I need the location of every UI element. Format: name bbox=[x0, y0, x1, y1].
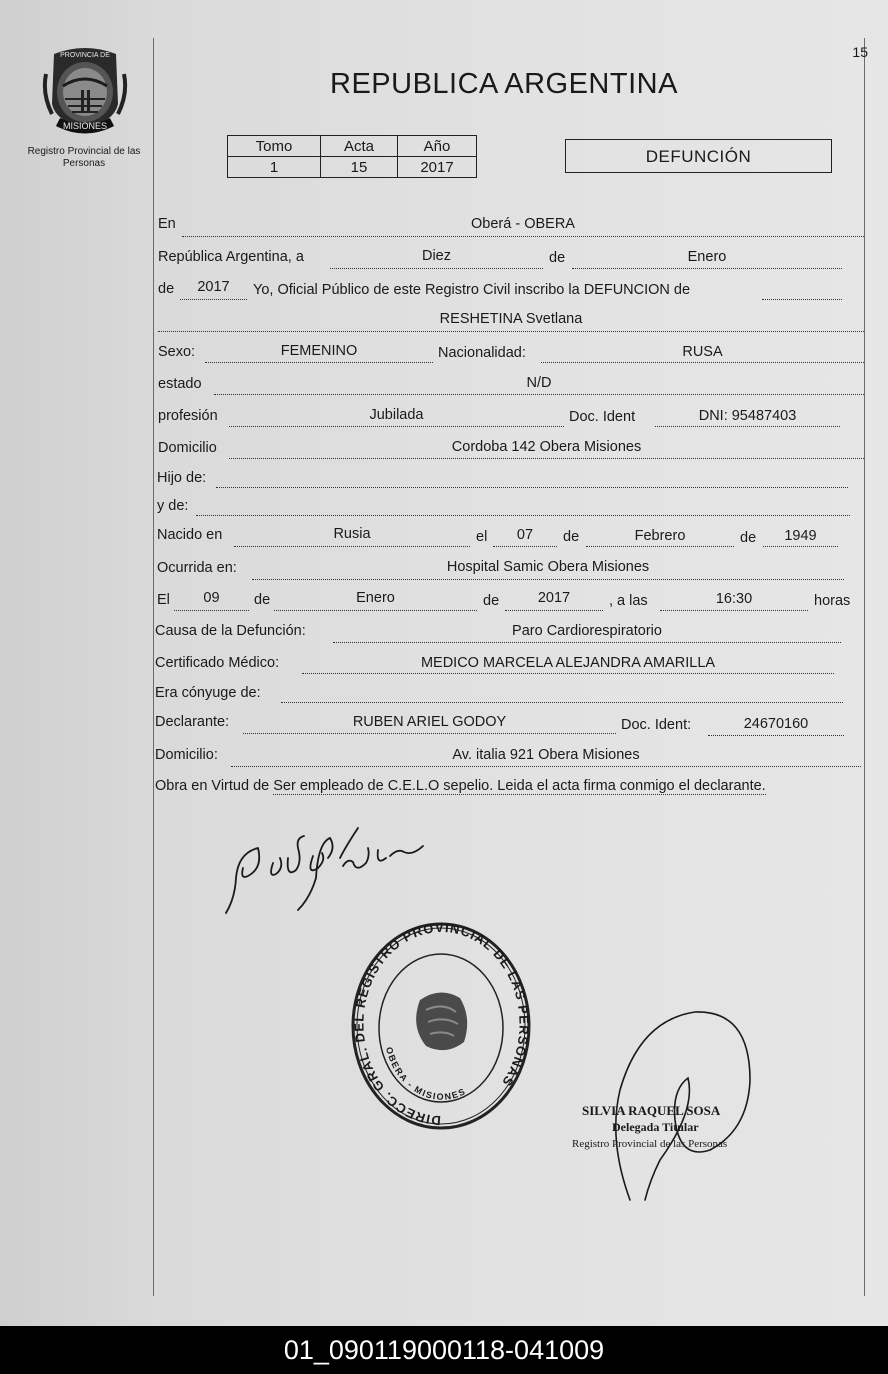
ref-value-acta: 15 bbox=[321, 157, 398, 178]
seal-text-bottom: MISIONES bbox=[62, 121, 108, 131]
birth-year-dotline bbox=[763, 546, 838, 547]
death-month-dotline bbox=[274, 610, 477, 611]
declarante-dotline bbox=[243, 733, 616, 734]
month-dotline bbox=[572, 268, 842, 269]
deceased-name: RESHETINA Svetlana bbox=[439, 311, 583, 327]
el-label-1: el bbox=[476, 529, 488, 545]
ref-value-ano: 2017 bbox=[398, 157, 477, 178]
estado-label: estado bbox=[158, 376, 202, 392]
doc2-label: Doc. Ident: bbox=[621, 717, 692, 733]
conyuge-dotline bbox=[281, 702, 843, 703]
inscribe-text: Yo, Oficial Público de este Registro Civil inscribo la DEFUNCION de bbox=[253, 282, 691, 298]
doc2-dotline bbox=[708, 735, 844, 736]
left-margin-line bbox=[153, 38, 154, 1296]
domicilio-value: Cordoba 142 Obera Misiones bbox=[451, 439, 642, 455]
seal-text-top: PROVINCIA DE bbox=[60, 52, 110, 59]
doc-dotline bbox=[655, 426, 840, 427]
alas-label: , a las bbox=[609, 593, 648, 609]
month-value: Enero bbox=[687, 249, 727, 265]
yde-label: y de: bbox=[157, 498, 189, 514]
doc-value: DNI: 95487403 bbox=[698, 408, 797, 424]
declarante-label: Declarante: bbox=[155, 714, 230, 730]
doc-label: Doc. Ident bbox=[569, 409, 636, 425]
profesion-dotline bbox=[229, 426, 564, 427]
inscribe-dotline bbox=[762, 299, 842, 300]
ref-header-acta: Acta bbox=[321, 136, 398, 157]
nacionalidad-value: RUSA bbox=[682, 344, 723, 360]
en-value: Oberá - OBERA bbox=[471, 216, 575, 232]
de-label-3: de bbox=[563, 529, 580, 545]
record-type-box: DEFUNCIÓN bbox=[565, 139, 832, 173]
domicilio-label: Domicilio bbox=[158, 440, 217, 456]
declarante-value: RUBEN ARIEL GODOY bbox=[352, 714, 507, 730]
ocurrida-label: Ocurrida en: bbox=[157, 560, 237, 576]
stamp-ring-text: DIRECC. GRAL. DEL REGISTRO PROVINCIAL DE LAS PERSONAS bbox=[351, 919, 532, 1129]
birth-year: 1949 bbox=[784, 528, 817, 544]
declarant-signature-icon bbox=[218, 818, 438, 918]
causa-value: Paro Cardiorespiratorio bbox=[512, 623, 662, 639]
official-stamp-icon bbox=[348, 918, 534, 1138]
certificado-dotline bbox=[302, 673, 834, 674]
domicilio-dotline bbox=[229, 458, 864, 459]
de-label-1: de bbox=[549, 250, 566, 266]
domicilio2-dotline bbox=[231, 766, 861, 767]
birth-month-dotline bbox=[586, 546, 734, 547]
death-time-dotline bbox=[660, 610, 808, 611]
doc2-value: 24670160 bbox=[743, 716, 809, 732]
year-dotline bbox=[180, 299, 247, 300]
hijo-label: Hijo de: bbox=[157, 470, 207, 486]
death-month: Enero bbox=[356, 590, 395, 606]
de-label-4: de bbox=[740, 530, 757, 546]
nacido-dotline bbox=[234, 546, 470, 547]
certificado-value: MEDICO MARCELA ALEJANDRA AMARILLA bbox=[420, 655, 716, 671]
day-dotline bbox=[330, 268, 543, 269]
death-day-dotline bbox=[174, 610, 249, 611]
death-year: 2017 bbox=[537, 590, 571, 606]
deceased-dotline bbox=[158, 331, 864, 332]
conyuge-label: Era cónyuge de: bbox=[155, 685, 261, 701]
svg-text:OBERA - MISIONES bbox=[384, 1046, 468, 1102]
el-label-2: El bbox=[157, 592, 170, 608]
ref-header-ano: Año bbox=[398, 136, 477, 157]
registry-name: Registro Provincial de las Personas bbox=[27, 146, 141, 169]
horas-label: horas bbox=[814, 593, 851, 609]
birth-day: 07 bbox=[516, 527, 534, 543]
nacido-value: Rusia bbox=[333, 526, 371, 542]
right-margin-line bbox=[864, 38, 865, 1296]
yde-dotline bbox=[196, 515, 850, 516]
signatory-title: Delegada Titular bbox=[612, 1120, 699, 1134]
birth-day-dotline bbox=[493, 546, 557, 547]
obra-prefix: Obra en Virtud de bbox=[155, 778, 270, 794]
year-value: 2017 bbox=[197, 279, 230, 295]
sexo-dotline bbox=[205, 362, 433, 363]
en-label: En bbox=[158, 216, 176, 232]
causa-label: Causa de la Defunción: bbox=[155, 623, 306, 639]
republica-label: República Argentina, a bbox=[158, 249, 304, 265]
ocurrida-value: Hospital Samic Obera Misiones bbox=[446, 559, 650, 575]
sexo-label: Sexo: bbox=[158, 344, 196, 360]
signatory-office: Registro Provincial de las Personas bbox=[572, 1138, 728, 1150]
de-label-5: de bbox=[254, 592, 271, 608]
stamp-inner-text: OBERA - MISIONES bbox=[383, 1045, 468, 1102]
certificado-label: Certificado Médico: bbox=[155, 655, 280, 671]
country-title: REPUBLICA ARGENTINA bbox=[330, 68, 678, 100]
domicilio2-value: Av. italia 921 Obera Misiones bbox=[452, 747, 640, 763]
causa-dotline bbox=[333, 642, 841, 643]
profesion-label: profesión bbox=[158, 408, 218, 424]
estado-dotline bbox=[214, 394, 864, 395]
signatory-name: SILVIA RAQUEL SOSA bbox=[582, 1103, 721, 1118]
nacionalidad-dotline bbox=[541, 362, 864, 363]
reference-table bbox=[227, 135, 477, 178]
birth-month: Febrero bbox=[634, 528, 686, 544]
page-number: 15 bbox=[852, 44, 868, 60]
obra-paragraph bbox=[155, 776, 860, 797]
sexo-value: FEMENINO bbox=[280, 343, 358, 359]
hijo-dotline bbox=[216, 487, 848, 488]
death-time: 16:30 bbox=[715, 591, 753, 607]
nacido-label: Nacido en bbox=[157, 527, 223, 543]
day-value: Diez bbox=[421, 248, 451, 264]
ref-value-tomo: 1 bbox=[228, 157, 321, 178]
nacionalidad-label: Nacionalidad: bbox=[438, 345, 526, 361]
de-label-6: de bbox=[483, 593, 500, 609]
document-code: 01_090119000118-041009 bbox=[283, 1335, 605, 1365]
ocurrida-dotline bbox=[252, 579, 844, 580]
death-day: 09 bbox=[203, 590, 220, 606]
estado-value: N/D bbox=[526, 375, 552, 391]
de-label-2: de bbox=[158, 281, 175, 297]
ref-header-tomo: Tomo bbox=[228, 136, 321, 157]
profesion-value: Jubilada bbox=[369, 407, 424, 423]
death-year-dotline bbox=[505, 610, 603, 611]
obra-text: Ser empleado de C.E.L.O sepelio. Leida el acta firma conmigo el declarante. bbox=[273, 778, 766, 794]
en-dotline bbox=[182, 236, 864, 237]
province-seal-icon bbox=[40, 44, 130, 136]
domicilio2-label: Domicilio: bbox=[155, 747, 218, 763]
